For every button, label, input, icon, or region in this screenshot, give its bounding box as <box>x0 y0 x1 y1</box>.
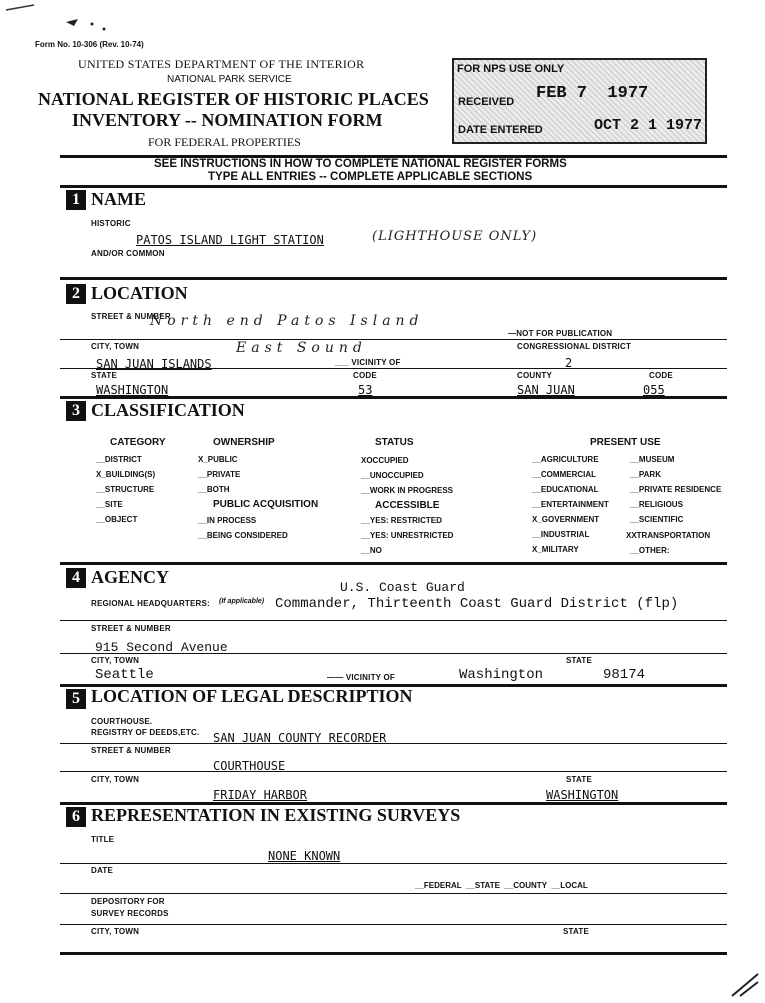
agency-street-label: STREET & NUMBER <box>91 624 171 633</box>
accessible-heading: ACCESSIBLE <box>375 500 440 511</box>
accessible-option: __NO <box>361 546 382 555</box>
state-label: STATE <box>91 371 118 380</box>
ownership-option: __PRIVATE <box>198 470 241 479</box>
code-value: 53 <box>358 383 373 397</box>
section-6-rule <box>60 952 727 955</box>
historic-handwritten: (LIGHTHOUSE ONLY) <box>372 229 538 244</box>
registry-rule <box>60 743 727 744</box>
accessible-option: __YES: UNRESTRICTED <box>361 531 454 540</box>
survey-title-rule <box>60 863 727 864</box>
city-rule <box>60 368 727 369</box>
section-1-number: 1 <box>66 190 86 210</box>
agency-city-value: Seattle <box>95 667 154 683</box>
section-3-number: 3 <box>66 401 86 421</box>
city-label: CITY, TOWN <box>91 342 140 351</box>
rhq-value: Commander, Thirteenth Coast Guard District (flp) <box>275 596 679 612</box>
scan-marks <box>4 2 114 32</box>
congressional-label: CONGRESSIONAL DISTRICT <box>517 342 632 351</box>
instructions-rule <box>60 185 727 188</box>
rhq-rule <box>60 620 727 621</box>
present-use-option: __ENTERTAINMENT <box>532 500 609 509</box>
present-use-option: XXTRANSPORTATION <box>626 531 711 540</box>
legal-city-value: FRIDAY HARBOR <box>213 788 307 802</box>
depository-label-2: SURVEY RECORDS <box>91 909 169 918</box>
section-5-number: 5 <box>66 689 86 709</box>
survey-date-label: DATE <box>91 866 113 875</box>
present-use-option: __OTHER: <box>630 546 670 555</box>
present-use-option: __MUSEUM <box>630 455 675 464</box>
category-option: __OBJECT <box>96 515 138 524</box>
agency-zip: 98174 <box>603 667 646 683</box>
status-heading: STATUS <box>375 437 414 448</box>
category-option: __STRUCTURE <box>96 485 155 494</box>
present-use-option: __INDUSTRIAL <box>532 530 590 539</box>
agency-street-rule <box>60 653 727 654</box>
present-use-heading: PRESENT USE <box>590 437 661 448</box>
department: UNITED STATES DEPARTMENT OF THE INTERIOR <box>78 57 365 71</box>
received-stamp: FEB 7 1977 <box>536 84 649 103</box>
historic-label: HISTORIC <box>91 219 131 228</box>
depository-label-1: DEPOSITORY FOR <box>91 897 165 906</box>
rhq-label: REGIONAL HEADQUARTERS: <box>91 599 210 608</box>
present-use-option: __AGRICULTURE <box>532 455 599 464</box>
section-4-title: AGENCY <box>91 567 170 587</box>
survey-date-rule <box>60 893 727 894</box>
instructions-1: SEE INSTRUCTIONS IN HOW TO COMPLETE NATIONAL REGISTER FORMS <box>154 158 567 170</box>
legal-street-rule <box>60 771 727 772</box>
survey-title-label: TITLE <box>91 835 115 844</box>
county-label: COUNTY <box>517 371 552 380</box>
present-use-option: __PRIVATE RESIDENCE <box>630 485 722 494</box>
vicinity-label: ___ VICINITY OF <box>335 358 401 367</box>
agency-street-value: 915 Second Avenue <box>95 640 228 655</box>
county-value: SAN JUAN <box>517 383 575 397</box>
acquisition-option: __IN PROCESS <box>198 516 257 525</box>
ownership-option: X_PUBLIC <box>198 455 238 464</box>
present-use-option: X_MILITARY <box>532 545 579 554</box>
present-use-option: __PARK <box>630 470 661 479</box>
category-option: __DISTRICT <box>96 455 142 464</box>
section-2-rule <box>60 396 727 399</box>
category-heading: CATEGORY <box>110 437 166 448</box>
section-3-title: CLASSIFICATION <box>91 400 245 420</box>
status-option: __WORK IN PROGRESS <box>361 486 454 495</box>
section-1-title: NAME <box>91 189 146 209</box>
courthouse-label: COURTHOUSE. <box>91 717 153 726</box>
depository-rule <box>60 924 727 925</box>
agency-city-label: CITY, TOWN <box>91 656 140 665</box>
entered-label: DATE ENTERED <box>458 124 543 136</box>
present-use-option: X_GOVERNMENT <box>532 515 600 524</box>
present-use-option: __RELIGIOUS <box>630 500 683 509</box>
service: NATIONAL PARK SERVICE <box>167 74 292 85</box>
ownership-option: __BOTH <box>198 485 230 494</box>
instructions-2: TYPE ALL ENTRIES -- COMPLETE APPLICABLE SECTIONS <box>208 171 533 183</box>
historic-name: PATOS ISLAND LIGHT STATION <box>136 233 324 247</box>
section-1-rule <box>60 277 727 280</box>
city-handwritten: East Sound <box>236 340 367 356</box>
street-handwritten: North end Patos Island <box>150 313 424 329</box>
form-subtitle: FOR FEDERAL PROPERTIES <box>148 135 301 149</box>
form-title-1: NATIONAL REGISTER OF HISTORIC PLACES <box>38 89 429 109</box>
received-label: RECEIVED <box>458 96 515 108</box>
legal-street-value: COURTHOUSE <box>213 759 286 773</box>
agency-state-value: Washington <box>459 667 544 683</box>
agency-vicinity-label: —— VICINITY OF <box>327 673 395 682</box>
present-use-option: __COMMERCIAL <box>532 470 597 479</box>
rhq-note: (If applicable) <box>219 598 265 605</box>
present-use-option: __SCIENTIFIC <box>630 515 684 524</box>
agency-state-label: STATE <box>566 656 593 665</box>
code2-value: 055 <box>643 383 665 397</box>
category-option: __SITE <box>96 500 123 509</box>
accessible-option: __YES: RESTRICTED <box>361 516 442 525</box>
state-value: WASHINGTON <box>96 383 169 397</box>
registry-value: SAN JUAN COUNTY RECORDER <box>213 731 387 745</box>
congressional-value: 2 <box>565 356 573 370</box>
section-5-title: LOCATION OF LEGAL DESCRIPTION <box>91 686 413 706</box>
legal-city-label: CITY, TOWN <box>91 775 140 784</box>
street-label: STREET & NUMBER <box>91 312 171 321</box>
acquisition-heading: PUBLIC ACQUISITION <box>213 499 319 510</box>
acquisition-option: __BEING CONSIDERED <box>198 531 288 540</box>
survey-state-label: STATE <box>563 927 590 936</box>
code2-label: CODE <box>649 371 673 380</box>
section-6-title: REPRESENTATION IN EXISTING SURVEYS <box>91 805 461 825</box>
section-3-rule <box>60 562 727 565</box>
agency-name: U.S. Coast Guard <box>340 580 465 595</box>
legal-state-label: STATE <box>566 775 593 784</box>
corner-mark <box>730 972 760 998</box>
legal-street-label: STREET & NUMBER <box>91 746 171 755</box>
survey-title-value: NONE KNOWN <box>268 849 341 863</box>
status-option: XOCCUPIED <box>361 456 409 465</box>
section-4-number: 4 <box>66 568 86 588</box>
section-6-number: 6 <box>66 807 86 827</box>
not-for-publication: —NOT FOR PUBLICATION <box>508 329 613 338</box>
ownership-heading: OWNERSHIP <box>213 437 275 448</box>
form-title-2: INVENTORY -- NOMINATION FORM <box>72 110 383 130</box>
entered-stamp: OCT 2 1 1977 <box>594 117 703 134</box>
section-2-number: 2 <box>66 284 86 304</box>
survey-levels: __FEDERAL __STATE __COUNTY __LOCAL <box>415 881 588 890</box>
present-use-option: __EDUCATIONAL <box>532 485 599 494</box>
nps-heading: FOR NPS USE ONLY <box>457 63 565 75</box>
legal-state-value: WASHINGTON <box>546 788 619 802</box>
street-rule <box>60 339 727 340</box>
section-2-title: LOCATION <box>91 283 188 303</box>
form-number: Form No. 10-306 (Rev. 10-74) <box>35 40 144 49</box>
common-label: AND/OR COMMON <box>91 249 165 258</box>
registry-label: REGISTRY OF DEEDS,ETC. <box>91 728 200 737</box>
nps-use-box <box>452 58 707 144</box>
code-label: CODE <box>353 371 377 380</box>
survey-city-label: CITY, TOWN <box>91 927 140 936</box>
status-option: __UNOCCUPIED <box>361 471 424 480</box>
city-value: SAN JUAN ISLANDS <box>96 357 212 371</box>
category-option: X_BUILDING(S) <box>96 470 156 479</box>
